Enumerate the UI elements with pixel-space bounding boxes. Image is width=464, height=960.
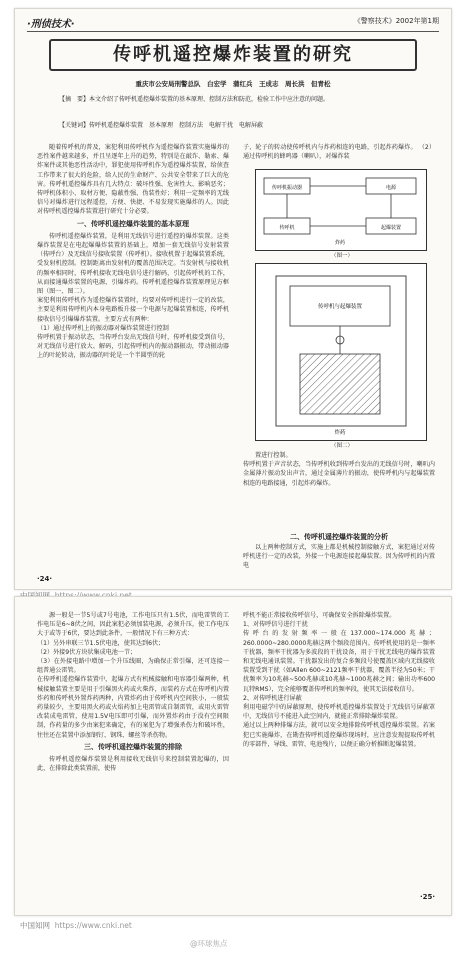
column-name: ·刑侦技术·	[27, 19, 75, 30]
fig1-label-1: 传呼机	[279, 225, 295, 231]
fig1-label-3: 起爆装置	[380, 225, 402, 231]
section-1-body: 传呼机遥控爆炸装置，是利用无线信号进行遥控的爆炸装置。这类爆炸装置是在电起爆爆炸装置的基础上，增加一套无线信号发射装置（传呼台）及无线信号接收装置（传呼机）。接收机置于起爆装置系统，受发射机控制。控制距离由发射机的覆盖范围决定。当发射机与接收机的频率相同时，传呼机接收无线电信号进行解码，引起传呼机的工作，从而接通爆炸装置的电源，引爆炸药。传呼机遥控爆炸装置原理见方框图（图一、图二）。 案犯利用传呼机作为遥控爆炸装置时，均要对传呼机进行一定的改装，主要是利用传呼机内本身电路板升接一个电源与起爆装置相连，传呼机接收信号引爆爆炸装置。主要方式有两种： （1）通过传呼机上的振动器对爆炸装置进行控制 传呼机置于振动状态，当传呼台发出无线信号时，传呼机接受到信号，对无线信号进行放大、解码，引起传呼机内的振动器振动，带动振动器上的叶轮转动，振动器的叶轮是一个半圆型的轮	[37, 232, 229, 360]
page2-column-right: 呼机不能正常接收传呼信号，可确保安全拆除爆炸装置。 1、对传呼信号进行干扰 传呼台的发射频率一般在137.000~174.000兆赫；260.0000~280.0000兆赫这两个频段范围内。传呼机使用的是一频率干扰器，频率干扰器为多波段的干扰设备，用于干扰无线电的爆炸装置和无线电通讯装置。干扰器发出的复合多频段号使覆盖区域内无线接收装置受到干扰（如Allen 600~2121频率干扰器，覆盖半径为50米；干扰频率为10兆赫~500兆赫或10兆赫~1000兆赫之间；输出功率600瓦特RMS），完全能够覆盖传呼机的频率段，使其无法接收信号。 2、对传呼机进行屏蔽 利用电磁学中的屏蔽原理，使传呼机遥控爆炸装置处于无线信号屏蔽罩中，无线信号不能进入此空间内，就能正常排除爆炸装置。 通过以上两种排爆方法，就可以安全地排除传呼机遥控爆炸装置。若案犯已实施爆炸，在勘查传呼机遥控爆炸现场时，应注意发现提取传呼机的零部件，导线、雷管、电池残片，以便正确分析推断起爆装置。	[243, 612, 435, 748]
figure-2-svg	[256, 264, 426, 440]
page-header	[27, 13, 439, 32]
figure-1-svg	[256, 170, 426, 250]
cnki-watermark-2	[20, 920, 132, 931]
page2-left-body: 源一般是一节5号或7号电池，工作电压只有1.5伏，而电雷管的工作电压是6~8伏之间，因此案犯必须加装电源，必须升压，使工作电压大于或等于6伏，要达到此条件，一般情况下有三种方式： （1）另外串联三节1.5伏电池，使其达到6伏； （2）外接9伏方块状集成电池一节； （3）在外接电路中增加一个升压线圈，为确保正常引爆，还可连接一组普通公雷管。 在传呼机遥控爆炸装置中，起爆方式有机械接触和电容器引爆两种，机械接触装置主要是用于引爆黑火药或火柴炸，而装药方式在传呼机内置炸药和传呼机外置炸药两种，内置炸药由于传呼机内空间狭小，一般装药量较少，主要用黑火药或火焰药加上电雷管或自制雷管，或用火雷管改装成电雷管，使用1.5V电压即可引爆，而外置炸药由于没有空间限制，作药量的多少由案犯来确定，有的案犯为了增强杀伤力和破坏性，往往还在装置中添加钢钉、钢珠、螺丝等杀伤物。	[37, 612, 229, 739]
bottom-tag: @环球焦点	[190, 939, 228, 948]
figure-2-caption: （图二）	[331, 443, 354, 449]
column-right-top: 子，轮子的转动使传呼机内与炸药相连的电路，引起炸药爆炸。 （2）通过传呼机的蜂鸣器（喇叭），对爆炸装	[243, 144, 435, 161]
fig1-label-0: 传呼机振动器	[271, 185, 303, 191]
cnki-brand-2: 中国知网	[20, 921, 50, 930]
section-heading-3: 三、传呼机遥控爆炸装置的排除	[84, 742, 182, 751]
abstract: 【摘 要】本文介绍了传呼机遥控爆炸装置的基本原理、控制方法和防范，检验工作中应注意的问题。	[59, 96, 330, 103]
fig1-label-2: 电源	[385, 185, 397, 191]
keywords: 【关键词】传呼机遥控爆炸装置 基本原理 控制方法 电解干扰 电解屏蔽	[59, 122, 264, 129]
column-right-middle: 置进行控制。 传呼机置于声音状态，当传呼机收到传呼台发出的无线信号时，喇叭内金属薄片振动发出声音，通过金属薄片的振动，使传呼机内与起爆装置相连的电路接通，引起炸药爆炸。	[243, 452, 435, 487]
issue-label: 《警察技术》2002年第1期	[353, 17, 439, 25]
fig2-explosive-block	[300, 354, 380, 414]
section-2-body: 以上两种控制方式，实施上都是机械控制接触方式，案犯通过对传呼机进行一定的改装，外接一个电源连接起爆装置。因为传呼机的内置电	[243, 544, 435, 570]
figure-1-caption: （图一）	[331, 253, 354, 259]
article-page-2	[14, 596, 452, 916]
page-number-25: ·25·	[419, 893, 435, 901]
fig1-label-4: 炸药	[334, 240, 346, 246]
article-page-1	[14, 8, 452, 590]
page2-column-left	[37, 611, 229, 773]
cnki-url-2: https://www.cnki.net	[54, 921, 132, 930]
figure-1-diagram	[255, 169, 427, 251]
intro-paragraph: 随着传呼机的普及，案犯利用传呼机作为遥控爆炸装置实施爆炸的恶性案件越来越多，并且呈逐年上升的趋势，特别是在敲诈、勒索、爆炸案件或其他恶性活动中，罪犯使用传呼机作为遥控爆炸装置，给侦查工作带来了很大的危险，给人民的生命财产、公共安全带来了巨大的危害。传呼机遥控爆炸具有几大特点：破坏性强、危害性大、影响恶劣；传呼机体积小、取材方便、隐蔽性强、伪装性好；利用一定频率的无线信号对爆炸进行远程遥控，方便、快捷、不易发现实施爆炸的人。因此对传呼机遥控爆炸装置进行研究十分必要。	[37, 144, 229, 216]
article-title: 传呼机遥控爆炸装置的研究	[49, 39, 417, 71]
page-number-24: ·24·	[37, 575, 53, 583]
authors-line: 重庆市公安局刑警总队 白宏学 蒲红兵 王成志 周长洪 但青松	[135, 80, 331, 88]
fig2-label-0: 传呼机与起爆装置	[317, 304, 363, 310]
fig2-label-1: 炸药	[334, 430, 346, 436]
section-heading-1: 一、传呼机遥控爆炸装置的基本原理	[77, 219, 189, 228]
section-heading-2: 二、传呼机遥控爆炸装置的分析	[290, 533, 388, 541]
section-3-body: 传呼机遥控爆炸装置是利用接收无线信号来控制装置起爆的，因此，在排除此类装置前，使传	[37, 756, 229, 773]
column-left	[37, 143, 229, 361]
figure-2-diagram	[255, 263, 427, 441]
